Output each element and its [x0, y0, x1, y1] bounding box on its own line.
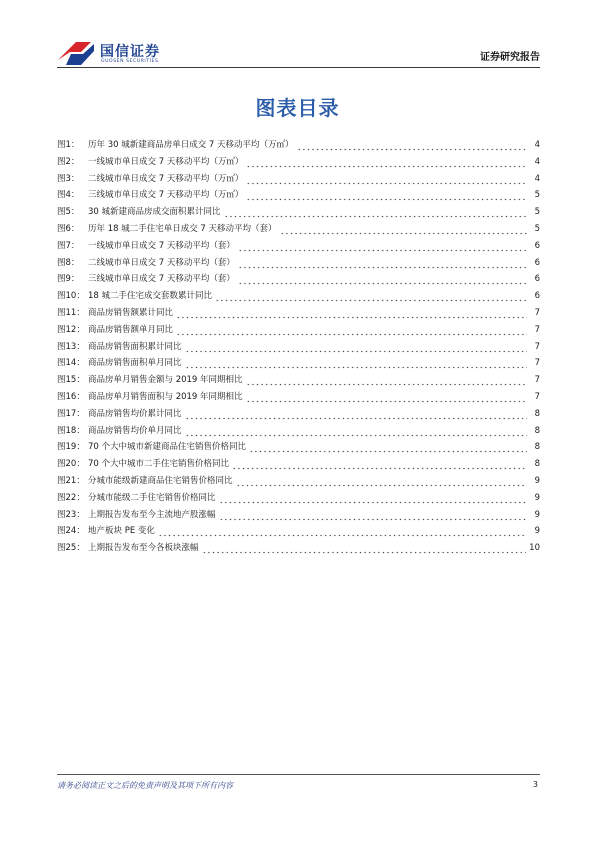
- toc-entry[interactable]: [57, 305, 540, 322]
- toc-dot-leader: [219, 490, 527, 507]
- toc-entry[interactable]: [57, 238, 540, 255]
- toc-entry-label: 图24：: [57, 526, 85, 537]
- toc-entry-page: 7: [534, 358, 540, 369]
- toc-dot-leader: [249, 439, 527, 456]
- toc-entry-label: 图13：: [57, 341, 85, 352]
- toc-entry-title: 商品房销售面积累计同比: [88, 341, 182, 352]
- toc-dot-leader: [297, 137, 527, 154]
- toc-entry-page: 5: [534, 207, 540, 218]
- toc-list: [57, 137, 540, 557]
- toc-entry-label: 图5：: [57, 207, 80, 218]
- toc-dot-leader: [238, 271, 527, 288]
- toc-entry-label: 图9：: [57, 274, 80, 285]
- footer-divider: [57, 774, 540, 775]
- toc-entry[interactable]: [57, 490, 540, 507]
- toc-dot-leader: [238, 238, 527, 255]
- toc-entry-page: 7: [534, 375, 540, 386]
- toc-entry[interactable]: [57, 456, 540, 473]
- toc-entry-title: 商品房销售额单月同比: [88, 324, 174, 335]
- toc-entry[interactable]: [57, 372, 540, 389]
- toc-entry-label: 图22：: [57, 492, 85, 503]
- toc-entry-title: 上期报告发布至今各板块涨幅: [88, 543, 199, 554]
- toc-entry-label: 图12：: [57, 324, 85, 335]
- toc-entry-page: 9: [534, 492, 540, 503]
- toc-entry-title: 地产板块 PE 变化: [88, 526, 155, 537]
- toc-entry[interactable]: [57, 171, 540, 188]
- toc-entry-title: 70 个大中城市二手住宅销售价格同比: [88, 459, 230, 470]
- toc-entry-title: 二线城市单日成交 7 天移动平均（套）: [88, 257, 235, 268]
- toc-dot-leader: [158, 523, 527, 540]
- toc-entry-label: 图23：: [57, 509, 85, 520]
- toc-entry-page: 4: [534, 156, 540, 167]
- toc-entry-page: 10: [529, 543, 540, 554]
- toc-entry-label: 图3：: [57, 173, 80, 184]
- toc-entry-label: 图21：: [57, 475, 85, 486]
- toc-entry-label: 图20：: [57, 459, 85, 470]
- toc-entry-label: 图6：: [57, 223, 80, 234]
- report-type-label: 证券研究报告: [480, 52, 540, 63]
- toc-entry-label: 图16：: [57, 391, 85, 402]
- toc-entry[interactable]: [57, 204, 540, 221]
- toc-dot-leader: [185, 355, 527, 372]
- toc-dot-leader: [176, 305, 527, 322]
- brand-name-en: GUOSEN SECURITIES: [101, 59, 159, 64]
- header-divider: [57, 67, 540, 68]
- toc-entry-title: 上期报告发布至今主流地产股涨幅: [88, 509, 216, 520]
- toc-entry-page: 4: [534, 140, 540, 150]
- toc-entry-title: 分城市能级二手住宅销售价格同比: [88, 492, 216, 503]
- toc-entry-label: 图18：: [57, 425, 85, 436]
- toc-entry[interactable]: [57, 406, 540, 423]
- toc-entry-page: 8: [534, 459, 540, 470]
- toc-entry-page: 9: [534, 526, 540, 537]
- toc-entry-page: 8: [534, 425, 540, 436]
- toc-entry-title: 70 个大中城市新建商品住宅销售价格同比: [88, 442, 247, 453]
- toc-entry-title: 二线城市单日成交 7 天移动平均（万㎡）: [88, 173, 244, 184]
- footer-disclaimer: 请务必阅读正文之后的免责声明及其项下所有内容: [57, 781, 233, 790]
- toc-dot-leader: [246, 389, 527, 406]
- guosen-logo-icon: [56, 39, 96, 67]
- toc-entry-label: 图4：: [57, 190, 80, 201]
- toc-entry-page: 8: [534, 408, 540, 419]
- toc-entry-title: 一线城市单日成交 7 天移动平均（万㎡）: [88, 156, 244, 167]
- toc-entry-title: 商品房销售均价单月同比: [88, 425, 182, 436]
- toc-entry-page: 6: [534, 291, 540, 302]
- toc-entry-title: 商品房销售额累计同比: [88, 307, 174, 318]
- toc-dot-leader: [215, 288, 527, 305]
- toc-entry-label: 图8：: [57, 257, 80, 268]
- toc-entry[interactable]: [57, 255, 540, 272]
- toc-dot-leader: [238, 255, 527, 272]
- toc-entry-label: 图2：: [57, 156, 80, 167]
- toc-dot-leader: [246, 154, 527, 171]
- toc-entry-page: 7: [534, 341, 540, 352]
- toc-entry-label: 图19：: [57, 442, 85, 453]
- toc-dot-leader: [202, 540, 527, 557]
- toc-entry-page: 5: [534, 190, 540, 201]
- toc-dot-leader: [185, 406, 527, 423]
- toc-dot-leader: [246, 171, 527, 188]
- toc-entry-page: 7: [534, 391, 540, 402]
- toc-entry-label: 图10：: [57, 291, 85, 302]
- toc-dot-leader: [224, 204, 527, 221]
- toc-dot-leader: [246, 372, 527, 389]
- toc-entry-page: 8: [534, 442, 540, 453]
- toc-dot-leader: [280, 221, 527, 238]
- toc-entry[interactable]: [57, 271, 540, 288]
- toc-entry-page: 7: [534, 307, 540, 318]
- toc-entry[interactable]: [57, 187, 540, 204]
- page-title: 图表目录: [255, 96, 340, 120]
- toc-entry[interactable]: [57, 288, 540, 305]
- toc-entry[interactable]: [57, 154, 540, 171]
- toc-entry-title: 商品房单月销售面积与 2019 年同期相比: [88, 391, 243, 402]
- toc-entry[interactable]: [57, 523, 540, 540]
- toc-entry-page: 4: [534, 173, 540, 184]
- toc-entry-label: 图11：: [57, 307, 85, 318]
- toc-entry-title: 三线城市单日成交 7 天移动平均（套）: [88, 274, 235, 285]
- toc-entry[interactable]: [57, 355, 540, 372]
- toc-entry-page: 5: [534, 223, 540, 234]
- toc-entry-title: 商品房销售面积单月同比: [88, 358, 182, 369]
- toc-entry-label: 图1：: [57, 140, 80, 150]
- toc-dot-leader: [219, 507, 527, 524]
- toc-entry[interactable]: [57, 389, 540, 406]
- toc-entry-page: 6: [534, 274, 540, 285]
- toc-dot-leader: [232, 456, 527, 473]
- toc-entry[interactable]: [57, 221, 540, 238]
- toc-entry[interactable]: [57, 439, 540, 456]
- toc-entry-title: 18 城二手住宅成交套数累计同比: [88, 291, 213, 302]
- toc-dot-leader: [246, 187, 527, 204]
- toc-entry[interactable]: [57, 473, 540, 490]
- toc-dot-leader: [236, 473, 527, 490]
- toc-entry-page: 9: [534, 509, 540, 520]
- toc-entry-page: 6: [534, 240, 540, 251]
- toc-entry-title: 商品房单月销售金额与 2019 年同期相比: [88, 375, 243, 386]
- toc-dot-leader: [185, 423, 527, 440]
- toc-dot-leader: [185, 339, 527, 356]
- toc-entry-label: 图17：: [57, 408, 85, 419]
- toc-entry-title: 三线城市单日成交 7 天移动平均（万㎡）: [88, 190, 244, 201]
- toc-entry-label: 图14：: [57, 358, 85, 369]
- toc-entry-page: 6: [534, 257, 540, 268]
- toc-entry[interactable]: [57, 540, 540, 557]
- toc-entry-title: 30 城新建商品房成交面积累计同比: [88, 207, 221, 218]
- page-number: 3: [532, 780, 538, 789]
- toc-entry[interactable]: [57, 423, 540, 440]
- toc-entry-label: 图7：: [57, 240, 80, 251]
- toc-entry[interactable]: [57, 507, 540, 524]
- toc-entry-title: 历年 30 城新建商品房单日成交 7 天移动平均（万㎡）: [88, 140, 294, 150]
- toc-entry[interactable]: [57, 322, 540, 339]
- toc-entry-label: 图25：: [57, 543, 85, 554]
- toc-entry-page: 7: [534, 324, 540, 335]
- toc-entry-page: 9: [534, 475, 540, 486]
- toc-entry-title: 分城市能级新建商品住宅销售价格同比: [88, 475, 233, 486]
- toc-entry[interactable]: [57, 137, 540, 154]
- toc-entry[interactable]: [57, 339, 540, 356]
- toc-entry-title: 历年 18 城二手住宅单日成交 7 天移动平均（套）: [88, 223, 277, 234]
- brand-name-cn: 国信证券: [100, 44, 160, 60]
- toc-entry-label: 图15：: [57, 375, 85, 386]
- toc-entry-title: 商品房销售均价累计同比: [88, 408, 182, 419]
- toc-entry-title: 一线城市单日成交 7 天移动平均（套）: [88, 240, 235, 251]
- toc-dot-leader: [176, 322, 527, 339]
